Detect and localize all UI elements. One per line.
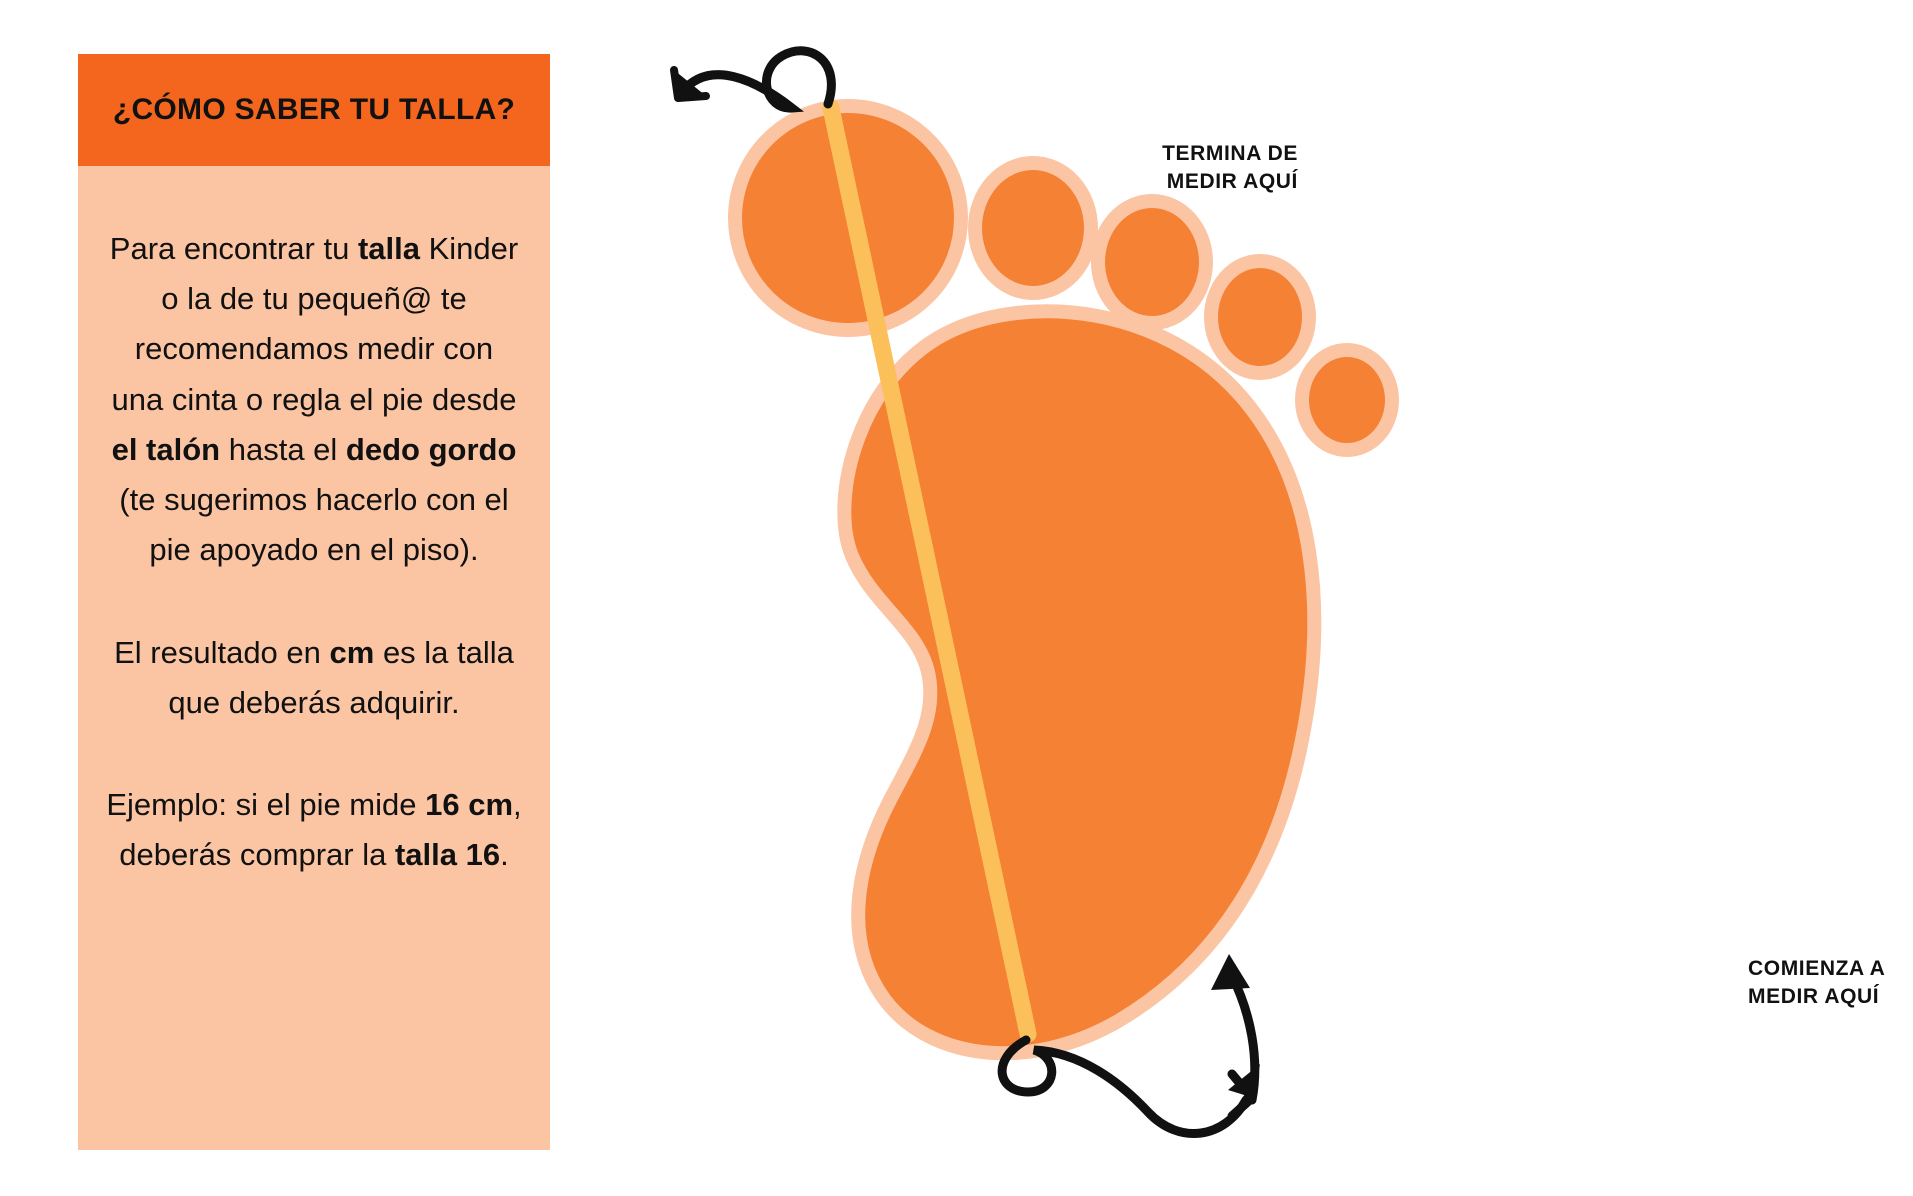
emphasis-text: dedo gordo bbox=[345, 431, 517, 467]
arrow-top-icon bbox=[674, 51, 831, 108]
emphasis-text: 16 cm bbox=[425, 786, 514, 822]
emphasis-text: cm bbox=[329, 634, 375, 670]
body-text: . bbox=[500, 837, 509, 873]
panel-header bbox=[78, 54, 550, 166]
panel-body bbox=[78, 166, 550, 1150]
page-title: ¿CÓMO SABER TU TALLA? bbox=[112, 93, 516, 126]
body-text: Ejemplo: si el pie mide bbox=[106, 786, 426, 822]
body-text: Kinder o la de tu pequeñ@ te recomendamos medir con una cinta o regla el pie desde bbox=[111, 231, 519, 417]
instructions-paragraph-3 bbox=[106, 780, 522, 880]
emphasis-text: talla bbox=[357, 231, 420, 266]
emphasis-text: el talón bbox=[111, 431, 221, 467]
fourth-toe-shape bbox=[1211, 261, 1309, 373]
body-text: es la talla que deberás adquirir. bbox=[168, 634, 514, 720]
body-text: hasta el bbox=[220, 431, 346, 467]
foot-measurement-illustration bbox=[560, 0, 1885, 1196]
body-text: (te sugerimos hacerlo con el pie apoyado en el piso). bbox=[119, 482, 509, 568]
body-text: , deberás comprar la bbox=[119, 786, 522, 873]
third-toe-shape bbox=[1098, 201, 1206, 323]
instructions-paragraph-2 bbox=[106, 628, 522, 728]
emphasis-text: talla 16 bbox=[394, 837, 501, 873]
arrow-bottom-icon bbox=[1002, 1040, 1260, 1134]
callout-start-measure: COMIENZA A MEDIR AQUÍ bbox=[1748, 957, 1885, 1009]
size-guide-panel bbox=[78, 54, 550, 1150]
body-text: El resultado en bbox=[114, 634, 330, 670]
little-toe-shape bbox=[1302, 350, 1392, 450]
foot-diagram-svg bbox=[560, 0, 1445, 1196]
callout-end-measure: TERMINA DE MEDIR AQUÍ bbox=[1162, 142, 1298, 194]
second-toe-shape bbox=[975, 163, 1091, 293]
body-text: Para encontrar tu bbox=[109, 231, 358, 266]
instructions-paragraph-1 bbox=[106, 224, 522, 576]
foot-sole-shape bbox=[844, 311, 1314, 1053]
